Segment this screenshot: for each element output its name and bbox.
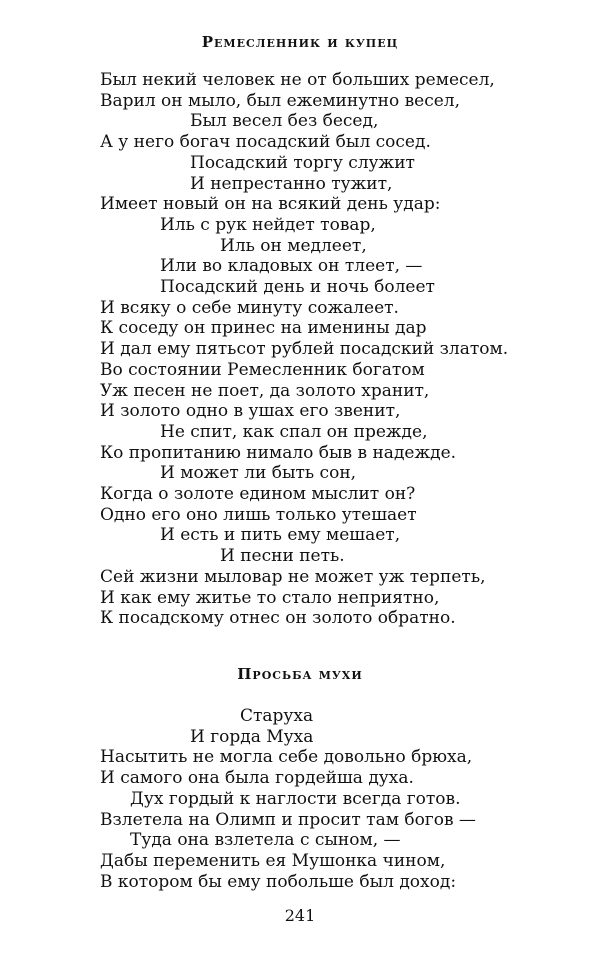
verse-line: Иль с рук нейдет товар, [160, 214, 376, 235]
verse-line: И есть и пить ему мешает, [160, 525, 401, 546]
verse-line: И непрестанно тужит, [190, 173, 393, 194]
verse-line: И самого она была гордейша духа. [100, 768, 414, 789]
verse-line: Дабы переменить ея Мушонка чином, [100, 850, 446, 871]
verse-line: Насытить не могла себе довольно брюха, [100, 747, 473, 768]
verse-line: К соседу он принес на именины дар [100, 318, 427, 339]
verse-line: Ко пропитанию нимало быв в надежде. [100, 442, 457, 463]
poem-body [100, 706, 580, 892]
verse-line: Варил он мыло, был ежеминутно весел, [100, 90, 461, 111]
page-number: 241 [284, 906, 316, 925]
verse-line: Посадский торгу служит [190, 152, 415, 173]
verse-line: Одно его оно лишь только утешает [100, 504, 417, 525]
poem-body [100, 70, 580, 629]
verse-line: Сей жизни мыловар не может уж терпеть, [100, 566, 486, 587]
verse-line: А у него богач посадский был сосед. [100, 132, 431, 153]
verse-line: Старуха [240, 706, 314, 726]
verse-line: Был весел без бесед, [190, 111, 379, 132]
verse-line: Когда о золоте едином мыслит он? [100, 484, 416, 505]
verse-line: Уж песен не поет, да золото хранит, [100, 380, 430, 401]
verse-line: И золото одно в ушах его звенит, [100, 401, 401, 422]
verse-line: И может ли быть сон, [160, 463, 357, 484]
verse-line: К посадскому отнес он золото обратно. [100, 608, 456, 629]
verse-line: И дал ему пятьсот рублей посадский златом. [100, 339, 509, 360]
verse-line: Туда она взлетела с сыном, — [130, 830, 401, 851]
verse-line: И горда Муха [190, 726, 314, 747]
verse-line: Во состоянии Ремесленник богатом [100, 359, 425, 380]
verse-line: И как ему житье то стало неприятно, [100, 587, 440, 608]
verse-line: И всяку о себе минуту сожалеет. [100, 297, 399, 318]
verse-line: Был некий человек не от больших ремесел, [100, 70, 495, 90]
verse-line: Имеет новый он на всякий день удар: [100, 194, 441, 215]
poem-title: Просьба мухи [237, 665, 363, 683]
poem-title: Ремесленник и купец [201, 33, 399, 51]
verse-line: Не спит, как спал он прежде, [160, 421, 428, 442]
verse-line: И песни петь. [220, 546, 345, 567]
verse-line: В котором бы ему побольше был доход: [100, 871, 457, 892]
verse-line: Иль он медлеет, [220, 235, 367, 256]
verse-line: Взлетела на Олимп и просит там богов — [100, 809, 476, 830]
verse-line: Дух гордый к наглости всегда готов. [130, 788, 461, 809]
verse-line: Или во кладовых он тлеет, — [160, 256, 423, 277]
verse-line: Посадский день и ночь болеет [160, 277, 435, 298]
